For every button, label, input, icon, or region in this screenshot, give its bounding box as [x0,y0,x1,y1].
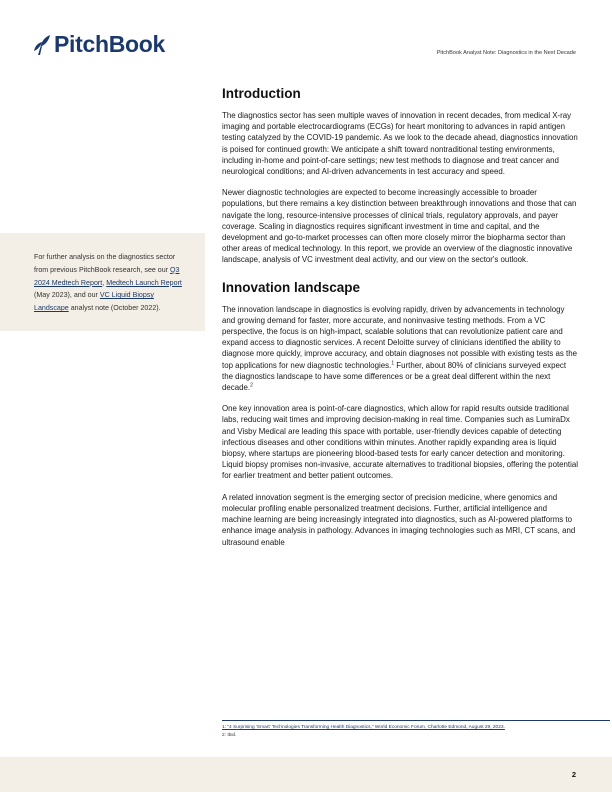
link-q3-2024-medtech-report[interactable]: Q3 2024 Medtech Report [34,265,180,287]
pitchbook-leaf-icon [32,33,52,57]
sidebar-text-mid: (May 2023), and our [34,291,100,300]
landscape-paragraph-2: One key innovation area is point-of-care diagnostics, which allow for rapid results outside traditional labs, reducing wait times and improving decision-making in real time. Companies such as LumiraDx and Visby Medical are leading this space with portable, user-friendly devices capable of detecting infectious diseases and other conditions within minutes. Another rapidly expanding area is liquid biopsy, where startups are pioneering blood-based tests for early cancer detection and monitoring. Liquid biopsy promises non-invasive, accurate alternatives to traditional biopsies, offering the potential for earlier treatment and better patient outcomes. [222,404,579,481]
sidebar-text-after: analyst note (October 2022). [68,304,161,313]
footnote-1 [222,724,610,732]
intro-paragraph-1: The diagnostics sector has seen multiple waves of innovation in recent decades, from medical X-ray imaging and portable electrocardiograms (ECGs) for heart monitoring to advances in rapid antigen testing catalyzed by the COVID-19 pandemic. As we look to the decade ahead, diagnostics innovation is poised for continued growth: We anticipate a shift toward nontraditional testing environments, including in-home and point-of-care settings; new test methods to diagnose and treat cancer and neurological conditions; and AI-driven advancements in test accuracy and speed. [222,111,578,177]
landscape-paragraph-3: A related innovation segment is the emerging sector of precision medicine, where genomics and molecular profiling enable personalized treatment decisions. Further, artificial intelligence and machine learning are being increasingly integrated into diagnostics, such as AI-powered platforms to enhance image analysis in pathology. Advances in imaging technologies such as MRI, CT scans, and ultrasound enable [222,492,576,547]
sidebar-sep: , [102,278,107,287]
sidebar-callout-text [34,251,184,315]
link-medtech-launch-report[interactable]: Medtech Launch Report [106,278,182,287]
footnote-ref-1[interactable]: 1 [391,360,395,367]
innovation-landscape-heading: Innovation landscape [222,279,361,295]
page-number: 2 [571,770,576,779]
landscape-paragraph-1 [222,304,578,394]
landscape-p1-text-b: Further, about 80% of clinicians surveyed expect the diagnostics landscape to have some differences or be a great deal different within the next decade. [222,360,567,393]
footnotes [222,720,610,739]
footnote-2: 2: Ibid. [222,732,237,738]
main-content [222,86,578,558]
logo-text: PitchBook [54,31,166,57]
intro-paragraph-2: Newer diagnostic technologies are expected to become increasingly accessible to broader populations, but there remains a key distinction between breakthrough innovations and those that can navigate the long, resource-intensive processes of clinical trials, regulatory approvals, and payer coverage. Scaling in diagnostics requires significant investment in time and capital, and the development and go-to-market processes can often more closely mirror the biopharma sector than other areas of medical technology. In this report, we provide an overview of the diagnostic innovative landscape, analysis of VC investment deal activity, and our view on the sector's outlook. [222,188,577,265]
pitchbook-logo[interactable] [32,31,165,58]
link-vc-liquid-biopsy-landscape[interactable]: VC Liquid Biopsy Landscape [34,291,154,313]
header-note-title: PitchBook Analyst Note: Diagnostics in the Next Decade [436,50,576,56]
footnote-1-link[interactable]: 1: "4 Surprising 'Smart' Technologies Transforming Health Diagnostics," World Economic Forum, Charlotte Edmond, August 29, 2023. [222,725,505,730]
landscape-p1-text-a: The innovation landscape in diagnostics is evolving rapidly, driven by advancements in technology and growing demand for faster, more accurate, and noninvasive testing methods. From a VC perspective, the focus is on high-impact, scalable solutions that can revolutionize patient care and expand access to diagnostic services. A recent Deloitte survey of clinicians identified the ability to diagnose more quickly, improve accuracy, and obtain diagnoses not possible with existing tests as the top applications for new diagnostic technologies. [222,304,577,370]
sidebar-text-before: For further analysis on the diagnostics sector from previous PitchBook research, see our [34,253,176,274]
footnote-ref-2[interactable]: 2 [250,382,253,389]
introduction-heading: Introduction [222,86,301,101]
footer-band [0,757,612,792]
